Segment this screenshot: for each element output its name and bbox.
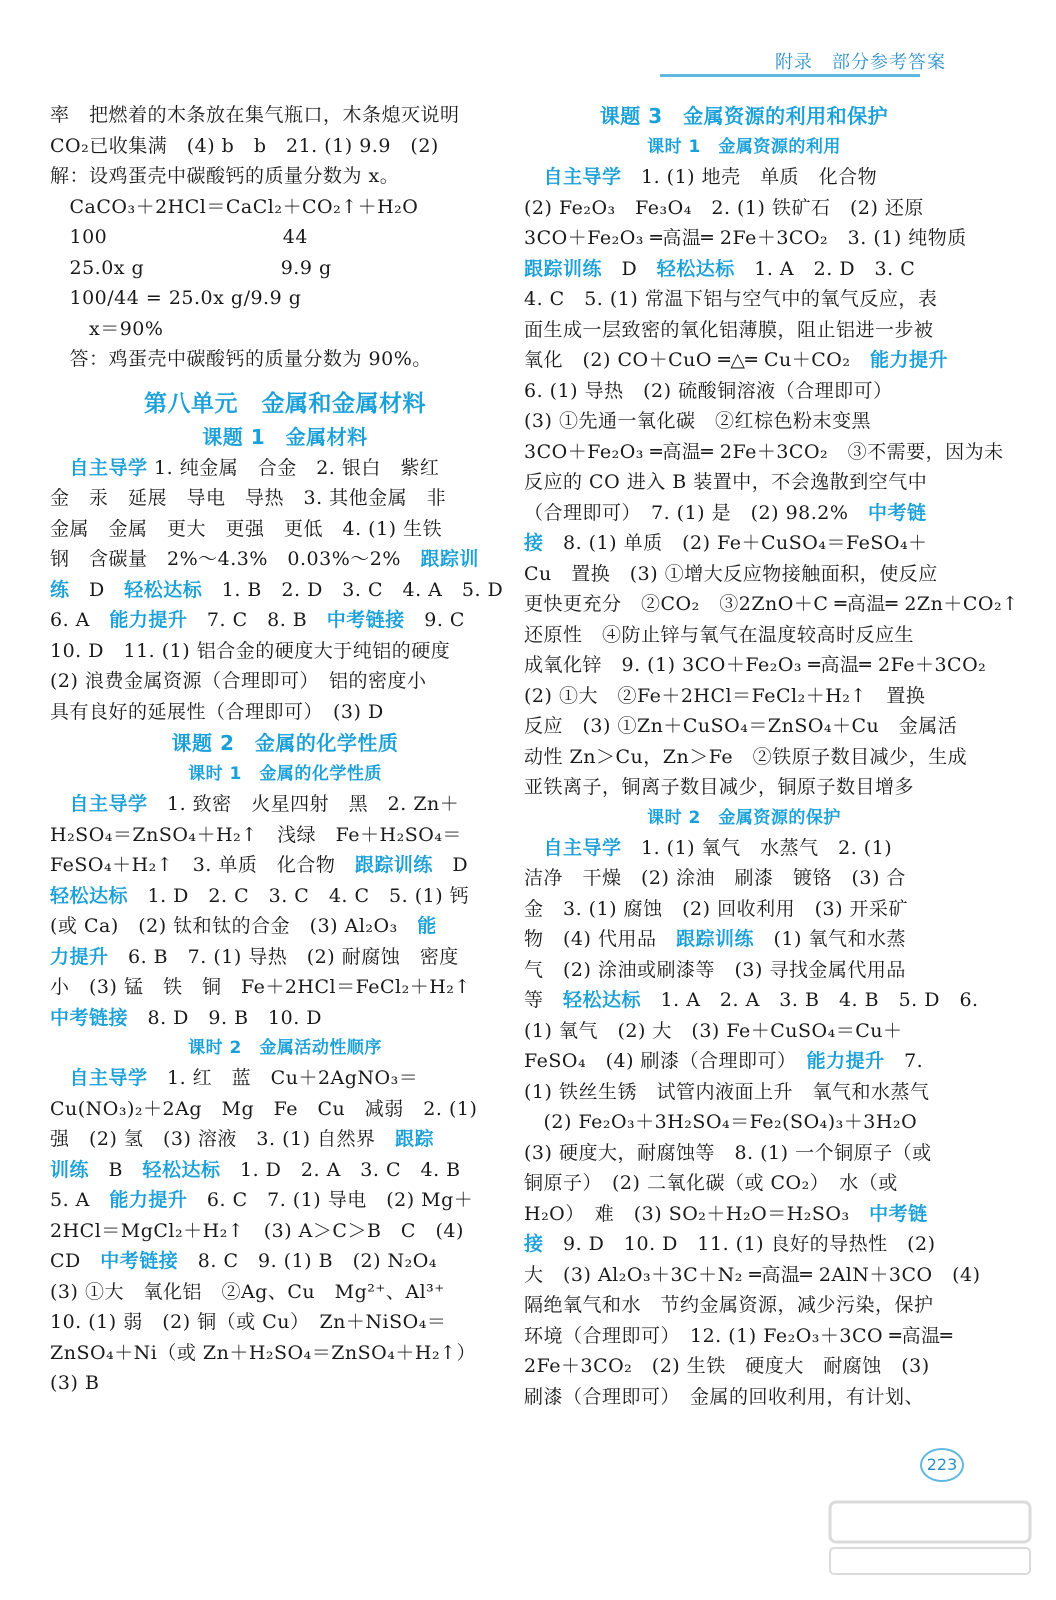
- section-keyword: 轻松达标: [124, 578, 203, 601]
- answer-line: [524, 284, 964, 315]
- answer-line: [50, 1338, 520, 1369]
- answer-text: 100 44: [50, 226, 308, 248]
- answer-line: [524, 406, 964, 437]
- section-keyword: 自主导学: [524, 166, 622, 188]
- answer-line: [524, 681, 964, 712]
- answer-line: [524, 498, 964, 529]
- section-keyword: 能力提升: [870, 349, 949, 371]
- answer-text: 等: [524, 989, 564, 1011]
- answer-line: [524, 1321, 964, 1352]
- answer-line: [50, 483, 520, 514]
- answer-line: [50, 1185, 520, 1216]
- answer-text: 3CO＋Fe₂O₃ ═高温═ 2Fe＋3CO₂ 3. (1) 纯物质: [524, 227, 967, 249]
- answer-line: [524, 772, 964, 803]
- answer-text: 气 (2) 涂油或刷漆等 (3) 寻找金属代用品: [524, 958, 906, 981]
- section-keyword: 自主导学: [50, 456, 148, 479]
- answer-text: 成氧化锌 9. (1) 3CO＋Fe₂O₃ ═高温═ 2Fe＋3CO₂: [524, 654, 987, 676]
- answer-text: （合理即可） 7. (1) 是 (2) 98.2%: [524, 501, 868, 524]
- answer-line: [524, 650, 987, 681]
- answer-text: D: [432, 854, 469, 876]
- section-keyword: 自主导学: [50, 1067, 148, 1089]
- answer-text: (2) Fe₂O₃ Fe₃O₄ 2. (1) 铁矿石 (2) 还原: [524, 196, 924, 219]
- answer-text: 2Fe＋3CO₂ (2) 生铁 硬度大 耐腐蚀 (3): [524, 1355, 930, 1377]
- answer-text: 反应的 CO 进入 B 装置中，不会逸散到空气中: [524, 471, 928, 493]
- answer-text: CD: [50, 1250, 101, 1272]
- section-keyword: 训练: [50, 1158, 90, 1181]
- answer-text: 8. (1) 单质 (2) Fe＋CuSO₄＝FeSO₄＋: [543, 532, 928, 554]
- answer-line: [524, 1107, 964, 1138]
- answer-line: [50, 881, 520, 912]
- answer-line: [50, 1003, 520, 1034]
- answer-line: [50, 344, 520, 375]
- answer-line: [524, 162, 964, 193]
- watermark-logo: [820, 1492, 1040, 1582]
- answer-text: 小 (3) 锰 铁 铜 Fe＋2HCl＝FeCl₂＋H₂↑: [50, 976, 471, 998]
- answer-line: [524, 1382, 964, 1413]
- answer-line: [524, 833, 964, 864]
- answer-text: H₂SO₄＝ZnSO₄＋H₂↑ 浅绿 Fe＋H₂SO₄＝: [50, 823, 462, 846]
- section-keyword: 能力提升: [806, 1050, 885, 1072]
- answer-text: 1. 致密 火星四射 黑 2. Zn＋: [147, 793, 460, 815]
- answer-text: (2) Fe₂O₃＋3H₂SO₄＝Fe₂(SO₄)₃＋3H₂O: [524, 1111, 918, 1133]
- answer-line: [524, 223, 967, 254]
- answer-text: 刷漆（合理即可） 金属的回收利用，有计划、: [524, 1385, 925, 1408]
- answer-text: 反应 (3) ①Zn＋CuSO₄＝ZnSO₄＋Cu 金属活: [524, 715, 958, 737]
- answer-text: 解：设鸡蛋壳中碳酸钙的质量分数为 x。: [50, 165, 400, 187]
- section-keyword: 跟踪训: [420, 548, 479, 570]
- answer-text: 隔绝氧气和水 节约金属资源，减少污染，保护: [524, 1294, 934, 1316]
- answer-line: [50, 789, 520, 820]
- right-column: [524, 100, 1019, 1412]
- answer-line: [50, 544, 520, 575]
- section-keyword: 自主导学: [524, 836, 622, 859]
- section-keyword: 轻松达标: [50, 884, 129, 907]
- answer-text: 3CO＋Fe₂O₃ ═高温═ 2Fe＋3CO₂ ③不需要，因为未: [524, 440, 1004, 463]
- section-keyword: 跟踪: [395, 1128, 435, 1150]
- answer-text: (或 Ca) (2) 钛和钛的合金 (3) Al₂O₃: [50, 915, 418, 937]
- answer-line: [524, 1290, 964, 1321]
- answer-line: [50, 1155, 520, 1186]
- answer-line: [50, 453, 520, 484]
- answer-text: H₂O） 难 (3) SO₂＋H₂O＝H₂SO₃: [524, 1202, 870, 1225]
- answer-text: 1. B 2. D 3. C 4. A 5. D: [202, 578, 504, 601]
- section-keyword: 能力提升: [109, 1189, 188, 1211]
- section-keyword: 接: [524, 1233, 544, 1255]
- answer-text: x＝90%: [50, 317, 164, 340]
- answer-text: 100/44 = 25.0x g/9.9 g: [50, 287, 302, 309]
- answer-text: 6. (1) 导热 (2) 硫酸铜溶液（合理即可）: [524, 379, 893, 402]
- answer-line: [50, 1307, 520, 1338]
- answer-line: [524, 955, 964, 986]
- answer-text: 7.: [884, 1050, 924, 1072]
- answer-line: [524, 1046, 964, 1077]
- topic-heading: 课题 2 金属的化学性质: [171, 731, 399, 755]
- answer-text: FeSO₄＋H₂↑ 3. 单质 化合物: [50, 854, 355, 876]
- answer-line: [524, 315, 964, 346]
- answer-text: D: [69, 578, 125, 601]
- answer-text: 9. D 10. D 11. (1) 良好的导热性 (2): [543, 1233, 936, 1255]
- answer-text: CO₂已收集满 (4) b b 21. (1) 9.9 (2): [50, 134, 439, 157]
- answer-text: 金 汞 延展 导电 导热 3. 其他金属 非: [50, 487, 447, 509]
- answer-line: [524, 1229, 964, 1260]
- answer-line: [50, 697, 520, 728]
- answer-line: [50, 314, 520, 345]
- answer-text: (3) ①先通一氧化碳 ②红棕色粉末变黑: [524, 410, 871, 432]
- answer-line: [50, 911, 520, 942]
- lesson-heading: 课时 1 金属的化学性质: [188, 764, 382, 784]
- answer-text: 8. C 9. (1) B (2) N₂O₄: [178, 1250, 437, 1272]
- lesson-heading: 课时 1 金属资源的利用: [647, 137, 841, 157]
- answer-line: [50, 1063, 520, 1094]
- answer-text: 动性 Zn＞Cu，Zn＞Fe ②铁原子数目减少，生成: [524, 745, 968, 768]
- answer-text: (1) 氧气和水蒸: [753, 928, 906, 950]
- answer-line: [524, 711, 964, 742]
- answer-text: (2) 浪费金属资源（合理即可） 铝的密度小: [50, 670, 427, 692]
- answer-text: 6. A: [50, 609, 110, 631]
- answer-text: 4. C 5. (1) 常温下铝与空气中的氧气反应，表: [524, 288, 938, 310]
- answer-line: [524, 1199, 964, 1230]
- answer-line: [524, 1168, 964, 1199]
- answer-text: 1. (1) 地壳 单质 化合物: [621, 166, 878, 188]
- header-text: 附录 部分参考答案: [775, 52, 946, 73]
- answer-text: 2HCl＝MgCl₂＋H₂↑ (3) A＞C＞B C (4): [50, 1219, 464, 1242]
- answer-text: 率 把燃着的木条放在集气瓶口，木条熄灭说明: [50, 104, 460, 126]
- spacer: [50, 375, 520, 387]
- answer-line: [50, 131, 520, 162]
- answer-line: [50, 1216, 520, 1247]
- answer-line: [50, 253, 520, 284]
- answer-text: B: [89, 1158, 143, 1181]
- answer-text: Cu 置换 (3) ①增大反应物接触面积，使反应: [524, 562, 938, 585]
- answer-text: 洁净 干燥 (2) 涂油 刷漆 镀铬 (3) 合: [524, 867, 906, 889]
- answer-line: [524, 559, 964, 590]
- answer-text: 还原性 ④防止锌与氧气在温度较高时反应生: [524, 623, 915, 646]
- answer-line: [524, 1138, 964, 1169]
- answer-line: [524, 894, 964, 925]
- answer-text: D: [602, 257, 657, 280]
- answer-line: [50, 636, 520, 667]
- answer-line: [524, 924, 964, 955]
- answer-line: [524, 528, 964, 559]
- answer-text: (3) B: [50, 1372, 100, 1394]
- section-keyword: 中考链接: [50, 1006, 129, 1029]
- answer-text: Cu(NO₃)₂＋2Ag Mg Fe Cu 减弱 2. (1): [50, 1097, 478, 1120]
- answer-line: [524, 437, 1004, 468]
- answer-text: 1. 红 蓝 Cu＋2AgNO₃＝: [147, 1067, 419, 1089]
- answer-line: [524, 254, 964, 285]
- section-keyword: 能: [417, 915, 437, 937]
- section-keyword: 能力提升: [109, 609, 188, 631]
- answer-text: (1) 氧气 (2) 大 (3) Fe＋CuSO₄＝Cu＋: [524, 1019, 903, 1042]
- answer-text: 金属 金属 更大 更强 更低 4. (1) 生铁: [50, 517, 443, 540]
- answer-text: 7. C 8. B: [187, 609, 327, 631]
- answer-text: 环境（合理即可） 12. (1) Fe₂O₃＋3CO ═高温═: [524, 1324, 953, 1347]
- section-keyword: 轻松达标: [656, 257, 735, 280]
- section-keyword: 跟踪训练: [354, 854, 433, 876]
- answer-line: [524, 620, 964, 651]
- section-keyword: 中考链接: [100, 1250, 179, 1272]
- answer-line: [50, 605, 520, 636]
- answer-text: 铜原子） (2) 二氧化碳（或 CO₂） 水（或: [524, 1172, 898, 1194]
- section-keyword: 中考链: [867, 501, 927, 524]
- answer-line: [50, 192, 520, 223]
- answer-line: [50, 575, 520, 606]
- answer-line: [50, 942, 520, 973]
- answer-line: [524, 376, 964, 407]
- topic-heading: 课题 1 金属材料: [202, 424, 368, 449]
- answer-text: 8. D 9. B 10. D: [128, 1006, 323, 1029]
- answer-line: [50, 161, 520, 192]
- answer-text: 物 (4) 代用品: [524, 928, 676, 950]
- answer-line: [524, 863, 964, 894]
- answer-text: 金 3. (1) 腐蚀 (2) 回收利用 (3) 开采矿: [524, 897, 909, 920]
- section-keyword: 跟踪训练: [524, 257, 603, 280]
- lesson-heading: 课时 2 金属活动性顺序: [188, 1038, 382, 1058]
- answer-text: 亚铁离子，铜离子数目减少，铜原子数目增多: [524, 776, 915, 798]
- answer-line: [524, 345, 964, 376]
- answer-text: 6. C 7. (1) 导电 (2) Mg＋: [187, 1189, 474, 1211]
- topic-heading: 课题 3 金属资源的利用和保护: [599, 104, 889, 128]
- answer-text: 更快更充分 ②CO₂ ③2ZnO＋C ═高温═ 2Zn＋CO₂↑: [524, 593, 1019, 615]
- section-keyword: 练: [50, 578, 70, 601]
- answer-text: 答：鸡蛋壳中碳酸钙的质量分数为 90%。: [50, 348, 432, 370]
- section-keyword: 自主导学: [50, 793, 148, 815]
- answer-text: 25.0x g 9.9 g: [50, 256, 332, 279]
- section-keyword: 轻松达标: [563, 989, 642, 1011]
- answer-line: [50, 1277, 520, 1308]
- answer-text: 6. B 7. (1) 导热 (2) 耐腐蚀 密度: [108, 945, 459, 968]
- answer-text: 具有良好的延展性（合理即可） (3) D: [50, 700, 384, 723]
- answer-line: [524, 1016, 964, 1047]
- section-keyword: 轻松达标: [142, 1158, 221, 1181]
- answer-line: [50, 222, 520, 253]
- section-keyword: 中考链接: [326, 609, 405, 631]
- answer-line: [50, 820, 520, 851]
- answer-text: 5. A: [50, 1189, 110, 1211]
- answer-text: 1. D 2. A 3. C 4. B: [220, 1158, 461, 1181]
- answer-line: [50, 1368, 520, 1399]
- answer-line: [50, 666, 520, 697]
- answer-line: [524, 1077, 964, 1108]
- answer-text: 1. A 2. A 3. B 4. B 5. D 6.: [641, 989, 979, 1011]
- answer-text: 10. (1) 弱 (2) 铜（或 Cu） Zn＋NiSO₄＝: [50, 1311, 447, 1333]
- answer-text: 1. D 2. C 3. C 4. C 5. (1) 钙: [128, 884, 470, 907]
- answer-text: 10. D 11. (1) 铝合金的硬度大于纯铝的硬度: [50, 639, 451, 662]
- answer-line: [50, 514, 520, 545]
- section-keyword: 中考链: [869, 1202, 928, 1225]
- answer-text: (2) ①大 ②Fe＋2HCl＝FeCl₂＋H₂↑ 置换: [524, 684, 926, 707]
- page-number: 223: [920, 1448, 964, 1482]
- unit-heading: 第八单元 金属和金属材料: [144, 390, 426, 417]
- answer-line: [524, 467, 964, 498]
- answer-text: FeSO₄ (4) 刷漆（合理即可）: [524, 1050, 807, 1072]
- answer-line: [50, 1246, 520, 1277]
- header-rule: [660, 74, 920, 77]
- answer-line: [524, 589, 1019, 620]
- answer-text: (3) ①大 氧化铝 ②Ag、Cu Mg²⁺、Al³⁺: [50, 1280, 445, 1303]
- answer-line: [524, 1260, 981, 1291]
- answer-text: 钢 含碳量 2%～4.3% 0.03%～2%: [50, 548, 421, 570]
- answer-line: [50, 100, 520, 131]
- answer-line: [50, 283, 520, 314]
- answer-text: 1. A 2. D 3. C: [734, 257, 916, 280]
- answer-text: 1. 纯金属 合金 2. 银白 紫红: [147, 456, 440, 479]
- answer-line: [50, 850, 520, 881]
- answer-line: [524, 742, 968, 773]
- section-keyword: 接: [524, 532, 544, 554]
- answer-line: [524, 1351, 964, 1382]
- lesson-heading: 课时 2 金属资源的保护: [647, 807, 841, 828]
- answer-line: [50, 1094, 520, 1125]
- answer-text: ZnSO₄＋Ni（或 Zn＋H₂SO₄＝ZnSO₄＋H₂↑）: [50, 1341, 476, 1364]
- left-column: [50, 100, 520, 1399]
- answer-line: [524, 985, 979, 1016]
- answer-text: 大 (3) Al₂O₃＋3C＋N₂ ═高温═ 2AlN＋3CO (4): [524, 1263, 981, 1286]
- answer-text: 氧化 (2) CO＋CuO ═△═ Cu＋CO₂: [524, 349, 870, 371]
- answer-text: 面生成一层致密的氧化铝薄膜，阻止铝进一步被: [524, 318, 934, 341]
- answer-text: 1. (1) 氧气 水蒸气 2. (1): [621, 836, 893, 859]
- answer-line: [50, 1124, 520, 1155]
- answer-text: (3) 硬度大，耐腐蚀等 8. (1) 一个铜原子（或: [524, 1141, 932, 1164]
- answer-text: 9. C: [404, 609, 465, 631]
- answer-text: 强 (2) 氢 (3) 溶液 3. (1) 自然界: [50, 1128, 396, 1150]
- answer-line: [50, 972, 520, 1003]
- answer-text: (1) 铁丝生锈 试管内液面上升 氧气和水蒸气: [524, 1080, 930, 1103]
- section-keyword: 力提升: [50, 945, 109, 968]
- section-keyword: 跟踪训练: [675, 928, 754, 950]
- answer-line: [524, 193, 964, 224]
- answer-text: CaCO₃＋2HCl＝CaCl₂＋CO₂↑＋H₂O: [50, 195, 419, 218]
